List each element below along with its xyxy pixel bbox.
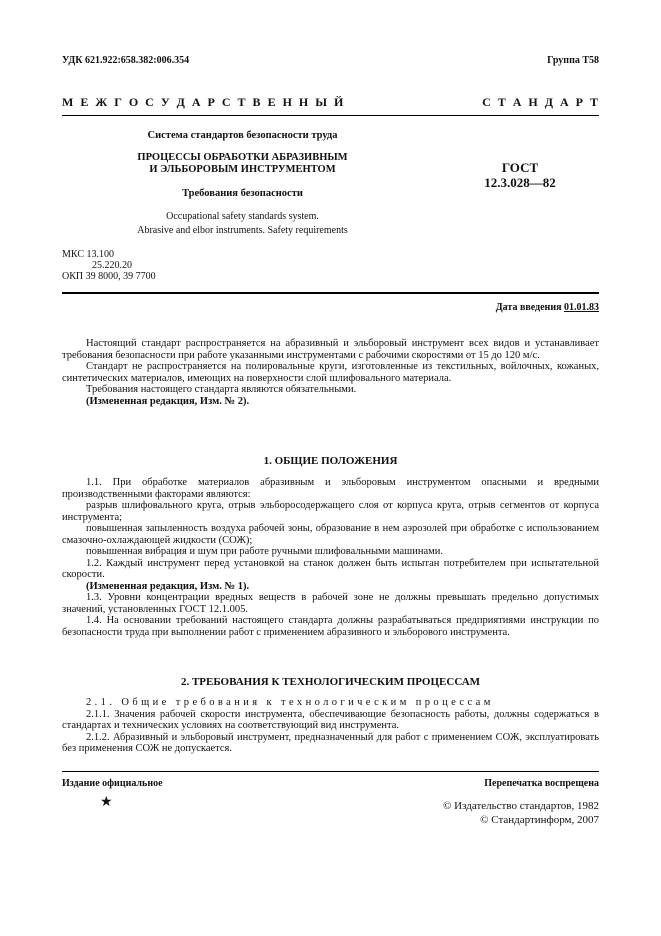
intro-section xyxy=(62,338,599,407)
official-edition: Издание официальное xyxy=(62,778,163,789)
copyright-2007: © Стандартинформ, 2007 xyxy=(480,814,599,826)
section-2-body xyxy=(62,697,599,755)
okp-code: ОКП 39 8000, 39 7700 xyxy=(62,271,156,282)
copyright-1982: © Издательство стандартов, 1982 xyxy=(443,800,599,812)
section-1-heading: 1. ОБЩИЕ ПОЛОЖЕНИЯ xyxy=(263,455,398,467)
clause-1-1: 1.1. При обработке материалов абразивным и эльборовым инструментом опасными и вредными производственными факторами являются: xyxy=(62,477,599,500)
clause-1-1-item-b: повышенная запыленность воздуха рабочей зоны, образование в нем аэрозолей при обработке с использованием смазочно-охлаждающей жидкости (СОЖ); xyxy=(62,523,599,546)
footer-rule xyxy=(62,771,599,772)
clause-1-4: 1.4. На основании требований настоящего стандарта должны разрабатываться предприятиями инструкции по безопасности труда при выполнении работ с применением абразивного и эльборового инструмента. xyxy=(62,615,599,638)
clause-1-1-item-c: повышенная вибрация и шум при работе ручными шлифовальными машинами. xyxy=(86,546,444,557)
document-title xyxy=(90,152,395,176)
clause-2-1-1: 2.1.1. Значения рабочей скорости инструмента, обеспечивающие безопасность работы, должны содержаться в стандартах и технических условиях на соответствующий вид инструмента. xyxy=(62,708,599,731)
banner-standard: С Т А Н Д А Р Т xyxy=(482,95,599,109)
codes-rule xyxy=(62,292,599,294)
copyright-block xyxy=(443,799,599,827)
header-rule xyxy=(62,115,599,116)
udk-code: УДК 621.922:658.382:006.354 xyxy=(62,55,190,66)
banner-interstate: М Е Ж Г О С У Д А Р С Т В Е Н Н Ы Й xyxy=(62,95,345,109)
effective-date-value: 01.01.83 xyxy=(564,302,599,313)
mks-code-2: 25.220.20 xyxy=(92,260,132,271)
title-line-1: ПРОЦЕССЫ ОБРАБОТКИ АБРАЗИВНЫМ xyxy=(137,152,348,163)
gost-label: ГОСТ xyxy=(501,160,539,175)
effective-date-label: Дата введения xyxy=(495,302,562,313)
group-code: Группа Т58 xyxy=(547,55,599,66)
section-2-heading: 2. ТРЕБОВАНИЯ К ТЕХНОЛОГИЧЕСКИМ ПРОЦЕССАМ xyxy=(180,676,481,688)
english-title-line-1: Occupational safety standards system. xyxy=(166,211,319,222)
intro-paragraph-2: Стандарт не распространяется на полировальные круги, изготовленные из текстильных, войлочных, кожаных, синтетических материалов, имеющих на поверхности слой шлифовального материала. xyxy=(62,361,599,384)
system-title: Система стандартов безопасности труда xyxy=(147,130,338,141)
amendment-note-2: (Измененная редакция, Изм. № 2). xyxy=(86,395,250,407)
english-title-line-2: Abrasive and elbor instruments. Safety requirements xyxy=(137,225,348,236)
clause-1-1-item-a: разрыв шлифовального круга, отрыв эльборосодержащего слоя от корпуса круга, отрыв сегментов от корпуса инструмента; xyxy=(62,500,599,523)
clause-2-1: 2.1. Общие требования к технологическим процессам xyxy=(86,697,494,708)
title-line-2: И ЭЛЬБОРОВЫМ ИНСТРУМЕНТОМ xyxy=(149,164,336,175)
english-title xyxy=(90,210,395,238)
star-icon: ★ xyxy=(100,795,113,810)
reprint-prohibited: Перепечатка воспрещена xyxy=(484,778,599,789)
document-subtitle: Требования безопасности xyxy=(182,188,303,199)
intro-paragraph-1: Настоящий стандарт распространяется на абразивный и эльборовый инструмент всех видов и устанавливает требования безопасности при работе указанными инструментами с рабочими скоростями от 15 до 120 м/с. xyxy=(62,338,599,361)
clause-1-3: 1.3. Уровни концентрации вредных веществ в рабочей зоне не должны превышать предельно допустимых значений, установленных ГОСТ 12.1.005. xyxy=(62,592,599,615)
section-1-body xyxy=(62,477,599,638)
gost-designation xyxy=(445,160,595,190)
amendment-note-1: (Измененная редакция, Изм. № 1). xyxy=(86,580,250,592)
classification-codes xyxy=(62,249,156,282)
clause-1-2: 1.2. Каждый инструмент перед установкой на станок должен быть испытан потребителем при испытательной скорости. xyxy=(62,557,599,580)
mks-code: МКС 13.100 xyxy=(62,249,114,260)
intro-paragraph-3: Требования настоящего стандарта являются обязательными. xyxy=(86,384,357,395)
clause-2-1-2: 2.1.2. Абразивный и эльборовый инструмент, предназначенный для работ с применением СОЖ, эксплуатировать без применения СОЖ не допускается. xyxy=(62,731,599,754)
effective-date xyxy=(496,302,599,313)
gost-number: 12.3.028—82 xyxy=(484,175,556,190)
